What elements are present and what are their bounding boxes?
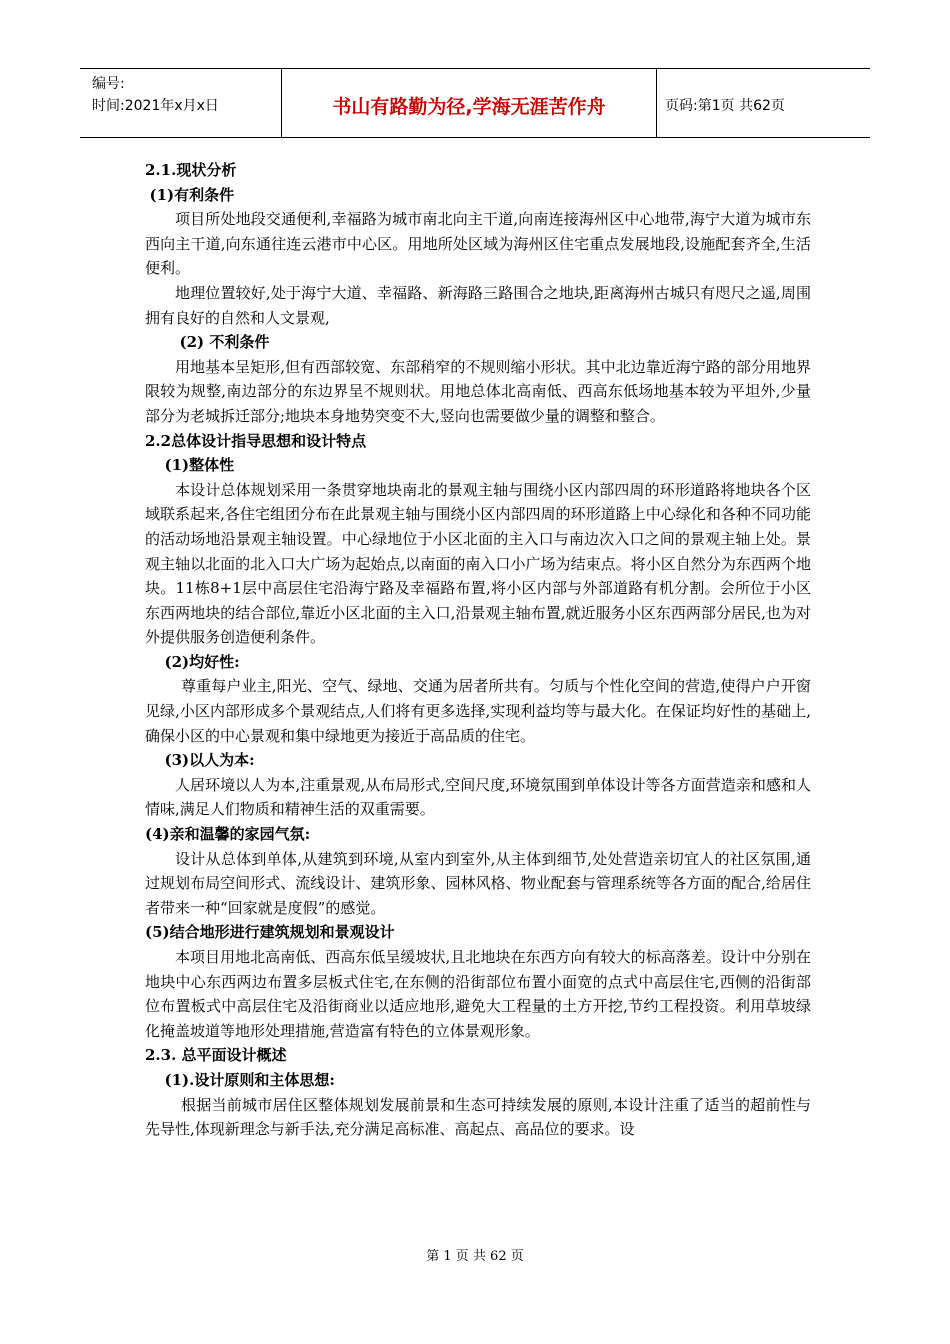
paragraph: 用地基本呈矩形,但有西部较宽、东部稍窄的不规则缩小形状。其中北边靠近海宁路的部分用地界限较为规整,南边部分的东边界呈不规则状。用地总体北高南低、西高东低场地基本较为平坦外,少量部分为老城拆迁部分;地块本身地势突变不大,竖向也需要做少量的调整和整合。 [145, 357, 811, 425]
header-motto: 书山有路勤为径,学海无涯苦作舟 [282, 69, 657, 137]
paragraph: 本设计总体规划采用一条贯穿地块南北的景观主轴与围绕小区内部四周的环形道路将地块各个区域联系起来,各住宅组团分布在此景观主轴与围绕小区内部四周的环形道路上中心绿化和各种不同功能的活动场地沿景观主轴设置。中心绿地位于小区北面的主入口与南边次入口之间的景观主轴上处。景观主轴以北面的北入口大广场为起始点,以南面的南入口小广场为结束点。将小区自然分为东西两个地块。11栋8+1层中高层住宅沿海宁路及幸福路布置,将小区内部与外部道路有机分割。会所位于小区东西两地块的结合部位,靠近小区北面的主入口,沿景观主轴布置,就近服务小区东西两部分居民,也为对外提供服务创造便利条件。 [145, 480, 811, 647]
subsection-heading: (1)整体性 [164, 456, 235, 475]
page-footer: 第 1 页 共 62 页 [426, 1249, 524, 1264]
paragraph: 设计从总体到单体,从建筑到环境,从室内到室外,从主体到细节,处处营造亲切宜人的社区氛围,通过规划布局空间形式、流线设计、建筑形象、园林风格、物业配套与管理系统等各方面的配合,给居住者带来一种“回家就是度假”的感觉。 [145, 849, 811, 917]
paragraph: 尊重每户业主,阳光、空气、绿地、交通为居者所共有。匀质与个性化空间的营造,使得户户开窗见绿,小区内部形成多个景观结点,人们将有更多选择,实现利益均等与最大化。在保证均好性的基础上,确保小区的中心景观和集中绿地更为接近于高品质的住宅。 [145, 677, 811, 745]
paragraph: 根据当前城市居住区整体规划发展前景和生态可持续发展的原则,本设计注重了适当的超前性与先导性,体现新理念与新手法,充分满足高标准、高起点、高品位的要求。设 [145, 1095, 811, 1139]
subsection-heading: (1)有利条件 [149, 185, 235, 204]
header-meta [80, 69, 282, 137]
subsection-heading: (2)均好性: [164, 652, 240, 671]
subsection-heading: (4)亲和温馨的家园气氛: [145, 825, 311, 844]
subsection-heading: (1).设计原则和主体思想: [164, 1070, 335, 1089]
subsection-heading: (2) 不利条件 [179, 333, 270, 352]
paragraph: 人居环境以人为本,注重景观,从布局形式,空间尺度,环境氛围到单体设计等各方面营造亲和感和人情味,满足人们物质和精神生活的双重需要。 [145, 775, 811, 819]
subsection-heading: (5)结合地形进行建筑规划和景观设计 [145, 923, 395, 942]
subsection-heading: (3)以人为本: [164, 751, 255, 770]
document-header [80, 68, 870, 138]
paragraph: 地理位置较好,处于海宁大道、幸福路、新海路三路围合之地块,距离海州古城只有咫尺之遥,周围拥有良好的自然和人文景观, [145, 283, 811, 327]
number-label: 编号: [92, 76, 125, 92]
section-heading: 2.1.现状分析 [145, 161, 237, 179]
section-heading: 2.3. 总平面设计概述 [145, 1046, 287, 1065]
paragraph: 项目所处地段交通便利,幸福路为城市南北向主干道,向南连接海州区中心地带,海宁大道为城市东西向主干道,向东通往连云港市中心区。用地所处区域为海州区住宅重点发展地段,设施配套齐全,生活便利。 [145, 210, 811, 278]
header-page-info: 页码:第1页 共62页 [665, 98, 785, 114]
section-heading: 2.2总体设计指导思想和设计特点 [145, 431, 367, 450]
date-label: 时间:2021年x月x日 [92, 98, 219, 114]
paragraph: 本项目用地北高南低、西高东低呈缓坡状,且北地块在东西方向有较大的标高落差。设计中分别在地块中心东西两边布置多层板式住宅,在东侧的沿街部位布置小面宽的点式中高层住宅,西侧的沿街部位布置板式中高层住宅及沿街商业以适应地形,避免大工程量的土方开挖,节约工程投资。利用草坡绿化掩盖坡道等地形处理措施,营造富有特色的立体景观形象。 [145, 948, 811, 1040]
document-body [145, 158, 811, 1142]
